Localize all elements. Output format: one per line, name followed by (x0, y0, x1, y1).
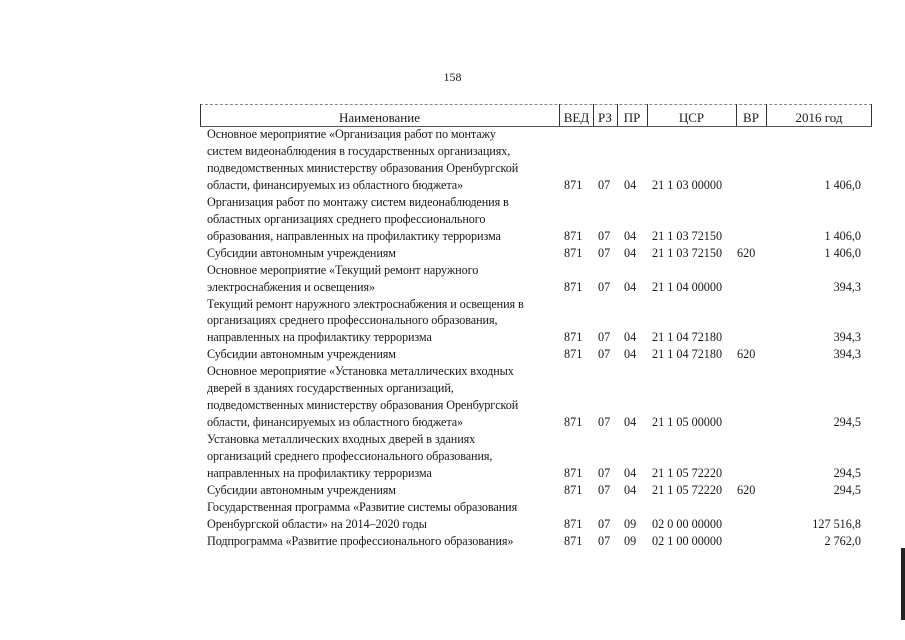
row-csr: 21 1 03 72150 (652, 245, 723, 260)
row-name: Субсидии автономным учреждениям (207, 347, 396, 362)
column-header-ved: ВЕД (559, 104, 593, 126)
row-pr: 04 (624, 347, 637, 362)
row-pr: 04 (624, 330, 637, 345)
row-csr: 21 1 05 72220 (652, 483, 723, 498)
row-name: Государственная программа «Развитие системы образования Оренбургской области» на 2014–2020 годы (207, 499, 518, 531)
column-header-rz: РЗ (593, 104, 616, 126)
row-pr: 04 (624, 245, 637, 260)
column-header-name: Наименование (200, 104, 558, 126)
row-csr: 21 1 03 72150 (652, 228, 723, 243)
row-csr: 21 1 04 00000 (652, 279, 723, 294)
row-ved: 871 (564, 279, 583, 294)
row-amount: 294,5 (833, 466, 861, 481)
row-csr: 02 1 00 00000 (652, 533, 723, 548)
table-row (207, 194, 867, 245)
row-name: Основное мероприятие «Установка металлических входных дверей в зданиях государственных организаций, подведомственных министерству образования Оренбургской области, финансируемых из областного бюджета» (207, 364, 519, 430)
row-vr: 620 (737, 245, 756, 260)
scan-edge-mark (901, 548, 905, 620)
table-row (207, 499, 867, 533)
table-row (207, 262, 867, 296)
row-name: Установка металлических входных дверей в зданиях организаций среднего профессионального образования, направленных на профилактику терроризма (207, 432, 493, 481)
column-header-vr: ВР (736, 104, 765, 126)
row-pr: 04 (624, 415, 637, 430)
column-header-amount: 2016 год (766, 104, 872, 126)
row-ved: 871 (564, 228, 583, 243)
table-row (207, 126, 867, 194)
row-ved: 871 (564, 347, 583, 362)
row-csr: 21 1 05 72220 (652, 466, 723, 481)
row-pr: 04 (624, 483, 637, 498)
row-ved: 871 (564, 466, 583, 481)
row-amount: 394,3 (833, 347, 861, 362)
row-amount: 1 406,0 (824, 177, 861, 192)
row-rz: 07 (598, 177, 611, 192)
row-rz: 07 (598, 228, 611, 243)
row-rz: 07 (598, 347, 611, 362)
row-amount: 127 516,8 (812, 516, 861, 531)
column-header-csr: ЦСР (647, 104, 735, 126)
row-vr: 620 (737, 483, 756, 498)
row-ved: 871 (564, 177, 583, 192)
row-amount: 394,3 (833, 279, 861, 294)
row-pr: 09 (624, 533, 637, 548)
row-pr: 04 (624, 466, 637, 481)
row-rz: 07 (598, 245, 611, 260)
table-row (207, 346, 867, 363)
table-body (207, 126, 867, 550)
row-pr: 04 (624, 228, 637, 243)
table-row (207, 482, 867, 499)
table-row (207, 533, 867, 550)
row-name: Субсидии автономным учреждениям (207, 245, 396, 260)
table-header (200, 104, 872, 126)
row-pr: 09 (624, 516, 637, 531)
row-amount: 394,3 (833, 330, 861, 345)
row-name: Основное мероприятие «Организация работ по монтажу систем видеонаблюдения в государственных организациях, подведомственных министерству образования Оренбургской области, финансируемых из областного бюджета» (207, 127, 519, 192)
row-rz: 07 (598, 330, 611, 345)
row-ved: 871 (564, 516, 583, 531)
row-csr: 21 1 04 72180 (652, 330, 723, 345)
row-vr: 620 (737, 347, 756, 362)
row-name: Организация работ по монтажу систем видеонаблюдения в областных организациях среднего профессионального образования, направленных на профилактику терроризма (207, 194, 509, 243)
row-ved: 871 (564, 330, 583, 345)
row-csr: 21 1 04 72180 (652, 347, 723, 362)
row-ved: 871 (564, 483, 583, 498)
table-row (207, 363, 867, 431)
row-rz: 07 (598, 466, 611, 481)
row-amount: 2 762,0 (824, 533, 861, 548)
row-rz: 07 (598, 483, 611, 498)
table-row (207, 245, 867, 262)
row-amount: 1 406,0 (824, 228, 861, 243)
row-rz: 07 (598, 415, 611, 430)
row-name: Субсидии автономным учреждениям (207, 483, 396, 498)
row-amount: 294,5 (833, 483, 861, 498)
table-row (207, 431, 867, 482)
row-csr: 02 0 00 00000 (652, 516, 723, 531)
page-number: 158 (443, 70, 462, 84)
row-rz: 07 (598, 516, 611, 531)
row-amount: 294,5 (833, 415, 861, 430)
row-name: Основное мероприятие «Текущий ремонт наружного электроснабжения и освещения» (207, 262, 479, 294)
row-csr: 21 1 05 00000 (652, 415, 723, 430)
column-header-pr: ПР (617, 104, 646, 126)
row-name: Текущий ремонт наружного электроснабжения и освещения в организациях среднего профессионального образования, направленных на профилактику терроризма (207, 296, 524, 345)
row-ved: 871 (564, 533, 583, 548)
row-pr: 04 (624, 279, 637, 294)
row-ved: 871 (564, 245, 583, 260)
row-amount: 1 406,0 (824, 245, 861, 260)
table-row (207, 296, 867, 347)
row-rz: 07 (598, 533, 611, 548)
row-pr: 04 (624, 177, 637, 192)
row-rz: 07 (598, 279, 611, 294)
row-ved: 871 (564, 415, 583, 430)
row-name: Подпрограмма «Развитие профессионального образования» (207, 533, 514, 548)
row-csr: 21 1 03 00000 (652, 177, 723, 192)
